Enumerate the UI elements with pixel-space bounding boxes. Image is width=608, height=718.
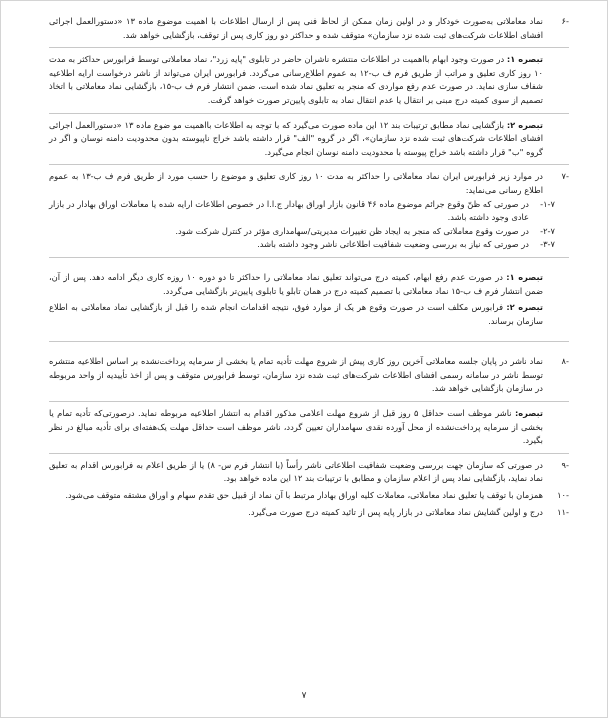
clause-text: نماد معاملاتی به‌صورت خودکار و در اولین زمان ممکن از لحاظ فنی پس از ارسال اطلاعات با اهمیت موضوع ماده ۱۳ «دستورالعمل اجرائی افشای اطلاعات شرکت‌های ثبت شده نزد سازمان» متوقف شده و حداکثر دو روز کاری پس از توقف، بازگشایی خواهد شد. [49,16,543,40]
note-label: تبصره ۲: [506,302,543,313]
note-6-1 [49,53,569,107]
divider [49,113,569,114]
note-7-2 [49,301,569,328]
clause-7-3 [49,238,569,252]
clause-7 [49,170,569,197]
clause-6 [49,15,569,42]
subclause-number: ۱-۷- [540,198,555,209]
clause-text: درج و اولین گشایش نماد معاملاتی در بازار پایه پس از تائید کمیته درج صورت می‌گیرد. [248,506,543,517]
note-text: بازگشایی نماد مطابق ترتیبات بند ۱۲ این ماده صورت می‌گیرد که با توجه به اطلاعات بااهمیت مو ضوع ماده ۱۳ «دستورالعمل اجرائی افشای اطلاعات شرکت‌های ثبت شده نزد سازمان»، اگر در گروه "الف" قرار داشته باشد خراج ناپیوسته بدون محدودیت دامنه نوسان و اگر در گروه "ب" قرار داشته باشد خراج پیوسته با محدودیت دامنه نوسان انجام می‌گیرد. [49,119,543,157]
clause-number: -۹ [561,459,569,470]
note-text: ناشر موظف است حداقل ۵ روز قبل از شروع مهلت اعلامی مذکور اقدام به انتشار اطلاعیه مربوطه نماید. درصورتی‌که تأدیه تمام یا بخشی از سرمایه پرداخت‌نشده از محل آورده نقدی سهامداران تعیین گردد، ناشر موظف است حداقل مهلت یک‌هفته‌ای برای تأدیه مبالغ در نظر بگیرد. [49,408,543,446]
subclause-text: در صورتی که ظنّ وقوع جرائم موضوع ماده ۴۶ قانون بازار اوراق بهادار ج.ا.ا در خصوص اطلاعات ارایه شده یا معاملات اوراق بهادار در بازار عادی وجود داشته باشد. [49,198,529,223]
divider [49,401,569,402]
note-text: در صورت وجود ابهام بااهمیت در اطلاعات منتشره ناشران حاضر در تابلوی "پایه زرد"، نماد معاملاتی توسط فرابورس حداکثر به مدت ۱۰ روز کاری تعلیق و مراتب از طریق فرم ف ب-۱۲ به عموم اطلاع‌رسانی می‌گردد. فرابورس ایران می‌تواند از ناشر درخواست ارایه اطلاعیه شفاف سازی نماید. در صورت عدم رفع مواردی که منجر به تعلیق نماد شده است، ضمن انتشار فرم ف ب-۱۵، بازگشایی نماد معاملاتی با اتخاذ تصمیم از سوی کمیته درج مبنی بر انتقال یا عدم انتقال نماد به تابلوی پایین‌تر صورت خواهد گرفت. [49,54,543,105]
divider [49,164,569,165]
divider [49,341,569,342]
clause-text: در موارد زیر فرابورس ایران نماد معاملاتی را حداکثر به مدت ۱۰ روز کاری تعلیق و موضوع را حسب مورد از طریق فرم ف ب-۱۳ به عموم اطلاع رسانی می‌نماید: [49,171,544,195]
clause-11 [49,506,569,520]
note-label: تبصره: [514,408,544,419]
note-label: تبصره ۲: [506,119,543,130]
clause-text: همزمان با توقف یا تعلیق نماد معاملاتی، معاملات کلیه اوراق بهادار مرتبط با آن نماد از قبیل حق تقدم سهام و اوراق مشتقه متوقف می‌شود. [65,490,543,501]
divider [49,453,569,454]
note-label: تبصره ۱: [506,54,543,65]
divider [49,257,569,258]
clause-10 [49,489,569,503]
note-6-2 [49,119,569,160]
note-8 [49,407,569,448]
document-body [49,15,569,519]
subclause-number: ۳-۷- [540,239,555,250]
note-label: تبصره ۱: [506,271,543,282]
clause-number: -۷ [561,171,569,182]
clause-7-1 [49,198,569,225]
note-text: فرابورس مکلف است در صورت وقوع هر یک از موارد فوق، نتیجه اقدامات انجام شده را قبل از بازگشایی نماد معاملاتی به اطلاع سازمان برساند. [49,302,543,326]
subclause-text: در صورتی که نیاز به بررسی وضعیت شفافیت اطلاعاتی ناشر وجود داشته باشد. [257,239,529,250]
subclause-number: ۲-۷- [540,225,555,236]
clause-7-2 [49,225,569,239]
clause-number: -۸ [561,356,569,367]
clause-number: -۱۱ [557,506,569,517]
divider [49,47,569,48]
clause-text: نماد ناشر در پایان جلسه معاملاتی آخرین روز کاری پیش از شروع مهلت تأدیه تمام یا بخشی از سرمایه پرداخت‌نشده بر اساس اطلاعیه منتشره توسط ناشر در سامانه رسمی افشای اطلاعات شرکت‌های ثبت شده نزد سازمان، توسط فرابورس متوقف و پس از اخذ تأییدیه از واحد مربوطه در سازمان بازگشایی خواهد شد. [49,356,543,394]
subclause-text: در صورت وقوع معاملاتی که منجر به ایجاد ظن تغییرات مدیریتی/سهامداری مؤثر در کنترل شرکت شود. [175,225,529,236]
clause-number: -۶ [561,16,569,26]
page-number: ۷ [301,691,307,701]
clause-9 [49,459,569,486]
clause-number: -۱۰ [557,490,569,501]
clause-text: در صورتی که سازمان جهت بررسی وضعیت شفافیت اطلاعاتی ناشر رأساً (با انتشار فرم س- ۸) یا از طریق اعلام به فرابورس اقدام به تعلیق نماد نماید، بازگشایی نماد پس از اعلام سازمان و مطابق با ترتیبات بند ۱۲ این ماده خواهد بود. [49,459,543,484]
note-7-1 [49,271,569,298]
note-text: در صورت عدم رفع ابهام، کمیته درج می‌تواند تعلیق نماد معاملاتی را حداکثر تا دو دوره ۱۰ روزه کاری دیگر ادامه دهد. پس از آن، ضمن انتشار فرم ف ب-۱۵ نماد معاملاتی با تصمیم کمیته درج در همان تابلو یا تابلوی پایین‌تر بازگشایی می‌گردد. [49,271,543,296]
clause-8 [49,355,569,396]
